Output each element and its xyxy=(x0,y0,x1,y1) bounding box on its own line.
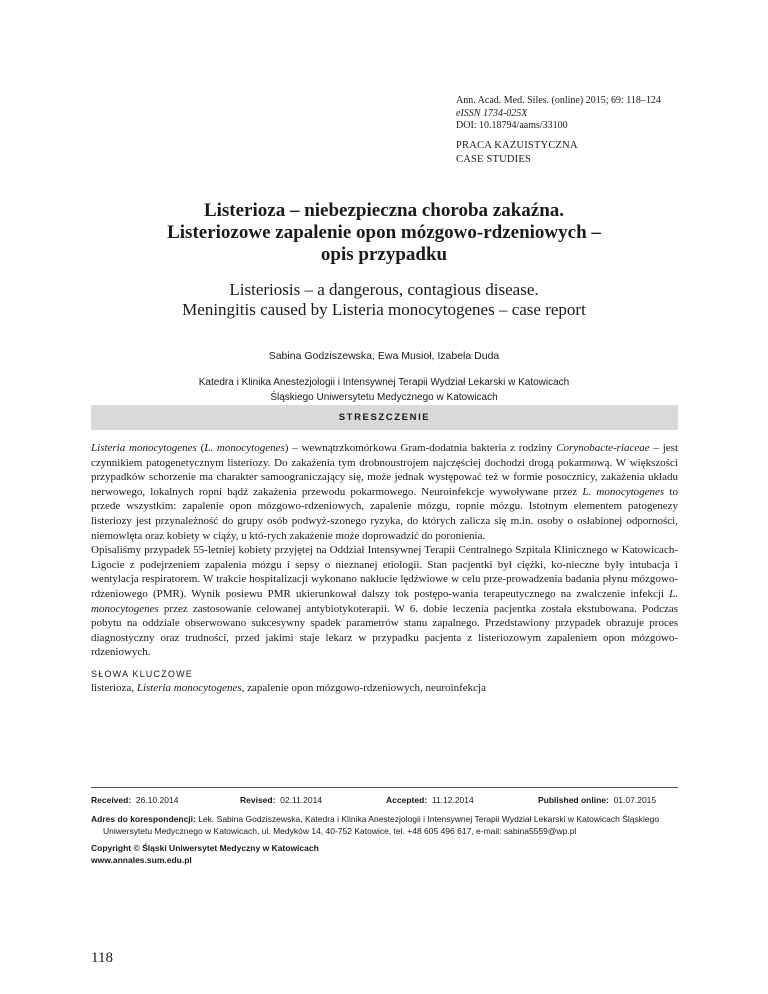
journal-url: www.annales.sum.edu.pl xyxy=(91,854,192,865)
date-revised: Revised: 02.11.2014 xyxy=(240,795,323,805)
journal-eissn: eISSN 1734-025X xyxy=(456,107,528,119)
page-number: 118 xyxy=(91,950,113,966)
title-polish-line: Listeriozowe zapalenie opon mózgowo-rdzeniowych – xyxy=(167,222,601,243)
affiliation-line: Śląskiego Uniwersytetu Medycznego w Katowicach xyxy=(270,392,498,403)
date-accepted: Accepted: 11.12.2014 xyxy=(386,795,474,805)
correspondence xyxy=(91,813,678,837)
article-type-pl: PRACA KAZUISTYCZNA xyxy=(456,140,578,151)
title-polish-line: Listerioza – niebezpieczna choroba zakaźna. xyxy=(203,200,565,221)
title-polish xyxy=(92,200,676,266)
copyright xyxy=(91,843,319,866)
date-received: Received: 26.10.2014 xyxy=(91,795,179,805)
correspondence-line: Uniwersytetu Medycznego w Katowicach, ul. Medyków 14, 40-752 Katowice, tel. +48 605 496 617, e-mail: sabina5559@wp.pl xyxy=(103,826,577,836)
date-published: Published online: 01.07.2015 xyxy=(538,795,657,805)
affiliation xyxy=(92,375,676,405)
title-english-line: Listeriosis – a dangerous, contagious disease. xyxy=(229,280,539,299)
authors: Sabina Godziszewska, Ewa Musioł, Izabela Duda xyxy=(268,350,500,362)
abstract-body xyxy=(91,441,678,660)
journal-citation: Ann. Acad. Med. Siles. (online) 2015; 69: 118–124 xyxy=(456,95,661,106)
abstract-paragraph: Opisaliśmy przypadek 55-letniej kobiety przyjętej na Oddział Intensywnej Terapii Centralnego Szpitala Klinicznego w Katowicach-Ligocie z podejrzeniem zapalenia mózgu i sepsy o nieznanej etiologii. Stan pacjentki był ciężki, ko-nieczne były intubacja i wentylacja respiratorem. W trakcie hospitalizacji wykonano nakłucie lędźwiowe w celu prze-prowadzenia badania płynu mózgowo-rdzeniowego (PMR). Wynik posiewu PMR ukierunkował dalszy tok postępo-wania terapeutycznego na zwalczenie infekcji L. monocytogenes przez zastosowanie celowanej antybiotykoterapii. W 6. dobie leczenia pacjentka została ekstubowana. Podczas pobytu na oddziale obserwowano sukcesywny spadek parametrów stanu zapalnego. Przedstawiony przypadek obrazuje proces diagnostyczny oraz trudności, przed jakimi staje lekarz w przypadku pacjenta z listeriozowym zapaleniem opon mózgowo-rdzeniowych. xyxy=(91,544,678,659)
abstract-heading-bar xyxy=(91,405,678,430)
footer-divider xyxy=(91,787,678,788)
abstract-paragraph: Listeria monocytogenes (L. monocytogenes) – wewnątrzkomórkowa Gram-dodatnia bakteria z rodziny Corynobacte-riaceae – jest czynnikiem patogenetycznym listeriozy. Do zakażenia tym drobnoustrojem najczęściej dochodzi drogą pokarmową. W większości przypadków schorzenie ma charakter samoograniczający się, może jednak występować też w formie posocznicy, zakażenia układu nerwowego, lokalnych ropni bądź zakażenia przewodu pokarmowego. Neuroinfekcje wywoływane przez L. monocytogenes to przede wszystkim: zapalenie opon mózgowo-rdzeniowych, zapalenie mózgu, ropnie mózgu. Istotnym elementem patogenezy listeriozy jest przynależność do grupy osób podwyż-szonego ryzyka, do których zalicza się m.in. osoby o osłabionej odporności, niemowlęta oraz kobiety w ciąży, u któ-rych zakażenie może doprowadzić do poronienia. xyxy=(91,442,678,542)
affiliation-line: Katedra i Klinika Anestezjologii i Intensywnej Terapii Wydział Lekarski w Katowicach xyxy=(198,377,570,388)
keywords-list: listerioza, Listeria monocytogenes, zapalenie opon mózgowo-rdzeniowych, neuroinfekcja xyxy=(91,682,486,694)
article-type-en: CASE STUDIES xyxy=(456,154,532,165)
copyright-line: Copyright © Śląski Uniwersytet Medyczny w Katowicach xyxy=(91,843,319,853)
journal-info xyxy=(456,95,661,133)
title-english xyxy=(92,280,676,320)
title-polish-line: opis przypadku xyxy=(320,244,448,265)
article-type xyxy=(456,139,578,167)
keywords-heading: SŁOWA KLUCZOWE xyxy=(91,669,193,679)
journal-doi: DOI: 10.18794/aams/33100 xyxy=(456,120,568,131)
correspondence-line: Adres do korespondencji: Lek. Sabina Godziszewska, Katedra i Klinika Anestezjologii i Intensywnej Terapii Wydział Lekarski w Katowicach Śląskiego xyxy=(91,814,660,824)
abstract-heading: STRESZCZENIE xyxy=(338,412,431,423)
title-english-line: Meningitis caused by Listeria monocytogenes – case report xyxy=(182,300,586,319)
